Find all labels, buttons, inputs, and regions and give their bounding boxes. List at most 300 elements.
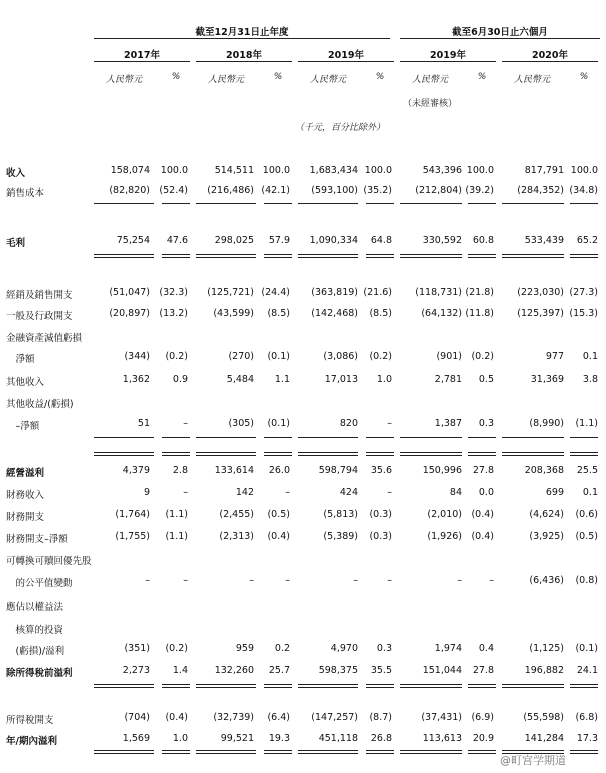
percent-cell: (0.1)	[267, 351, 290, 362]
percent-cell: 26.8	[370, 733, 392, 744]
percent-cell: (0.4)	[471, 531, 494, 542]
single-rule	[264, 437, 292, 438]
percent-cell: (6.4)	[267, 712, 290, 723]
single-rule	[366, 203, 394, 204]
amount-cell: 158,074	[110, 165, 150, 176]
amount-cell: (1,926)	[427, 531, 462, 542]
double-rule	[366, 254, 394, 258]
table-row	[0, 622, 606, 636]
table-row	[0, 235, 606, 249]
amount-cell: (64,132)	[421, 308, 462, 319]
amount-cell: (593,100)	[311, 185, 358, 196]
percent-cell: 0.0	[478, 487, 494, 498]
percent-cell: (6.8)	[575, 712, 598, 723]
amount-cell: 1,090,334	[309, 235, 358, 246]
double-rule	[400, 452, 462, 456]
row-label: (虧損)/溢利	[6, 646, 65, 657]
percent-cell: 0.1	[582, 487, 598, 498]
amount-cell: 598,375	[318, 665, 358, 676]
unit-percent: %	[375, 72, 385, 82]
amount-cell: 959	[235, 643, 254, 654]
double-rule	[298, 254, 358, 258]
percent-cell: 25.7	[268, 665, 290, 676]
amount-cell: (284,352)	[517, 185, 564, 196]
amount-cell: 533,439	[524, 235, 564, 246]
percent-cell: –	[285, 575, 290, 586]
single-rule	[298, 437, 358, 438]
percent-cell: 60.8	[472, 235, 494, 246]
year-rule	[94, 61, 190, 62]
amount-cell: 17,013	[324, 374, 358, 385]
amount-cell: (51,047)	[109, 287, 150, 298]
row-label: 收入	[6, 168, 26, 179]
table-row	[0, 553, 606, 567]
amount-cell: 514,511	[214, 165, 254, 176]
double-rule	[570, 684, 598, 688]
percent-cell: (0.2)	[165, 643, 188, 654]
amount-cell: 51	[137, 418, 150, 429]
amount-cell: (901)	[436, 351, 462, 362]
amount-cell: 820	[339, 418, 358, 429]
percent-cell: (0.1)	[575, 643, 598, 654]
amount-cell: (82,820)	[109, 185, 150, 196]
table-row	[0, 712, 606, 726]
percent-cell: –	[387, 575, 392, 586]
single-rule	[264, 203, 292, 204]
year-rule	[400, 61, 496, 62]
amount-cell: (2,010)	[427, 509, 462, 520]
row-label: 其他收入	[6, 377, 45, 388]
row-label: 可轉換可贖回優先股	[6, 556, 92, 567]
table-row	[0, 330, 606, 344]
double-rule	[366, 452, 394, 456]
amount-cell: 4,970	[330, 643, 358, 654]
percent-cell: (11.8)	[465, 308, 494, 319]
amount-cell: 113,613	[422, 733, 462, 744]
percent-cell: 57.9	[268, 235, 290, 246]
row-label: 經營溢利	[6, 468, 45, 479]
single-rule	[94, 203, 154, 204]
single-rule	[162, 203, 190, 204]
amount-cell: 133,614	[214, 465, 254, 476]
percent-cell: (13.2)	[159, 308, 188, 319]
double-rule	[570, 254, 598, 258]
table-row	[0, 287, 606, 301]
percent-cell: 20.9	[472, 733, 494, 744]
amount-cell: 141,284	[524, 733, 564, 744]
amount-cell: 31,369	[530, 374, 564, 385]
row-label: 一般及行政開支	[6, 311, 73, 322]
amount-cell: (3,925)	[529, 531, 564, 542]
unit-rmb: 人民幣元	[207, 75, 244, 85]
percent-cell: (0.2)	[471, 351, 494, 362]
percent-cell: (0.5)	[267, 509, 290, 520]
year-header: 2019年	[430, 50, 466, 61]
amount-cell: (6,436)	[529, 575, 564, 586]
row-label: 應佔以權益法	[6, 602, 64, 613]
single-rule	[468, 203, 496, 204]
amount-cell: (147,257)	[311, 712, 358, 723]
amount-cell: (5,813)	[323, 509, 358, 520]
percent-cell: 0.2	[274, 643, 290, 654]
amount-cell: (305)	[228, 418, 254, 429]
double-rule	[94, 452, 154, 456]
double-rule	[94, 684, 154, 688]
amount-cell: (2,313)	[219, 531, 254, 542]
table-row	[0, 643, 606, 657]
percent-cell: –	[285, 487, 290, 498]
percent-cell: (35.2)	[363, 185, 392, 196]
year-header: 2019年	[328, 50, 364, 61]
amount-cell: (216,486)	[207, 185, 254, 196]
header-rule	[94, 38, 390, 39]
amount-cell: 142	[235, 487, 254, 498]
single-rule	[502, 203, 564, 204]
percent-cell: 100.0	[364, 165, 392, 176]
double-rule	[468, 452, 496, 456]
percent-cell: 1.0	[172, 733, 188, 744]
percent-cell: (15.3)	[569, 308, 598, 319]
double-rule	[264, 684, 292, 688]
percent-cell: 35.5	[370, 665, 392, 676]
percent-cell: 17.3	[576, 733, 598, 744]
double-rule	[502, 452, 564, 456]
percent-cell: (42.1)	[261, 185, 290, 196]
row-label: –淨額	[6, 421, 40, 432]
amount-cell: (142,468)	[311, 308, 358, 319]
row-label: 核算的投資	[6, 625, 64, 636]
row-label: 淨額	[6, 354, 35, 365]
single-rule	[570, 203, 598, 204]
percent-cell: 0.4	[478, 643, 494, 654]
percent-cell: (21.8)	[465, 287, 494, 298]
percent-cell: (21.6)	[363, 287, 392, 298]
unit-percent: %	[171, 72, 181, 82]
amount-cell: –	[353, 575, 358, 586]
amount-cell: (37,431)	[421, 712, 462, 723]
double-rule	[264, 750, 292, 754]
table-row	[0, 308, 606, 322]
percent-cell: (1.1)	[165, 531, 188, 542]
single-rule	[196, 203, 256, 204]
percent-cell: (0.5)	[575, 531, 598, 542]
double-rule	[570, 750, 598, 754]
double-rule	[570, 452, 598, 456]
year-rule	[196, 61, 292, 62]
amount-cell: (55,598)	[523, 712, 564, 723]
double-rule	[400, 254, 462, 258]
single-rule	[196, 437, 256, 438]
amount-cell: (212,804)	[415, 185, 462, 196]
amount-cell: (2,455)	[219, 509, 254, 520]
amount-cell: 2,273	[122, 665, 150, 676]
double-rule	[400, 750, 462, 754]
amount-cell: 598,794	[318, 465, 358, 476]
amount-cell: (3,086)	[323, 351, 358, 362]
double-rule	[196, 684, 256, 688]
single-rule	[400, 437, 462, 438]
amount-cell: 9	[143, 487, 150, 498]
row-label: 的公平值變動	[6, 578, 73, 589]
percent-cell: (0.4)	[267, 531, 290, 542]
amount-cell: 2,781	[434, 374, 462, 385]
amount-cell: (20,897)	[109, 308, 150, 319]
single-rule	[400, 203, 462, 204]
amount-cell: –	[145, 575, 150, 586]
percent-cell: 1.0	[376, 374, 392, 385]
percent-cell: (27.3)	[569, 287, 598, 298]
year-header: 2017年	[124, 50, 160, 61]
percent-cell: (1.1)	[575, 418, 598, 429]
amount-cell: 1,974	[434, 643, 462, 654]
amount-cell: 5,484	[226, 374, 254, 385]
percent-cell: 0.5	[478, 374, 494, 385]
amount-cell: (1,764)	[115, 509, 150, 520]
header-rule	[400, 38, 600, 39]
amount-cell: 84	[449, 487, 462, 498]
table-row	[0, 509, 606, 523]
percent-cell: –	[489, 575, 494, 586]
amount-cell: 424	[339, 487, 358, 498]
percent-cell: 2.8	[172, 465, 188, 476]
percent-cell: 64.8	[370, 235, 392, 246]
amount-cell: 298,025	[214, 235, 254, 246]
percent-cell: (0.3)	[369, 531, 392, 542]
double-rule	[196, 750, 256, 754]
percent-cell: (0.2)	[165, 351, 188, 362]
amount-cell: 1,362	[122, 374, 150, 385]
table-row	[0, 465, 606, 479]
amount-cell: (363,819)	[311, 287, 358, 298]
amount-cell: (32,739)	[213, 712, 254, 723]
row-label: 所得稅開支	[6, 715, 54, 726]
double-rule	[400, 684, 462, 688]
amount-cell: 1,683,434	[309, 165, 358, 176]
amount-cell: 1,387	[434, 418, 462, 429]
percent-cell: 0.1	[582, 351, 598, 362]
amount-cell: 451,118	[318, 733, 358, 744]
amount-cell: 699	[545, 487, 564, 498]
double-rule	[94, 750, 154, 754]
percent-cell: (32.3)	[159, 287, 188, 298]
double-rule	[162, 750, 190, 754]
percent-cell: 0.9	[172, 374, 188, 385]
double-rule	[94, 254, 154, 258]
watermark: @町宫学期道	[500, 754, 566, 767]
row-label: 財務開支–淨額	[6, 534, 68, 545]
unit-rmb: 人民幣元	[513, 75, 550, 85]
double-rule	[298, 684, 358, 688]
amount-cell: 75,254	[116, 235, 150, 246]
table-row	[0, 733, 606, 747]
year-header: 2018年	[226, 50, 262, 61]
percent-cell: (8.7)	[369, 712, 392, 723]
percent-cell: –	[387, 418, 392, 429]
percent-cell: (6.9)	[471, 712, 494, 723]
amount-cell: (8,990)	[529, 418, 564, 429]
amount-cell: (351)	[124, 643, 150, 654]
double-rule	[162, 684, 190, 688]
amount-cell: (43,599)	[213, 308, 254, 319]
amount-cell: 151,044	[422, 665, 462, 676]
amount-cell: 99,521	[220, 733, 254, 744]
single-rule	[570, 437, 598, 438]
row-label: 年/期內溢利	[6, 736, 57, 747]
units-note: （千元，百分比除外）	[294, 123, 385, 133]
percent-cell: 1.4	[172, 665, 188, 676]
row-label: 毛利	[6, 238, 26, 249]
percent-cell: 19.3	[268, 733, 290, 744]
table-row	[0, 418, 606, 432]
amount-cell: 543,396	[422, 165, 462, 176]
table-row	[0, 185, 606, 199]
percent-cell: (0.2)	[369, 351, 392, 362]
percent-cell: (39.2)	[465, 185, 494, 196]
single-rule	[502, 437, 564, 438]
percent-cell: 0.3	[376, 643, 392, 654]
percent-cell: (0.8)	[575, 575, 598, 586]
table-row	[0, 599, 606, 613]
amount-cell: 208,368	[524, 465, 564, 476]
table-row	[0, 351, 606, 365]
amount-cell: 150,996	[422, 465, 462, 476]
percent-cell: (52.4)	[159, 185, 188, 196]
amount-cell: 4,379	[122, 465, 150, 476]
amount-cell: –	[457, 575, 462, 586]
double-rule	[196, 452, 256, 456]
double-rule	[264, 254, 292, 258]
header-group-year-ended: 截至12月31日止年度	[195, 27, 289, 38]
amount-cell: (704)	[124, 712, 150, 723]
percent-cell: (0.3)	[369, 509, 392, 520]
percent-cell: –	[183, 418, 188, 429]
percent-cell: 25.5	[576, 465, 598, 476]
percent-cell: 47.6	[166, 235, 188, 246]
year-header: 2020年	[532, 50, 568, 61]
percent-cell: 35.6	[370, 465, 392, 476]
percent-cell: –	[183, 487, 188, 498]
table-row	[0, 374, 606, 388]
single-rule	[162, 437, 190, 438]
amount-cell: 330,592	[422, 235, 462, 246]
percent-cell: –	[183, 575, 188, 586]
single-rule	[468, 437, 496, 438]
double-rule	[502, 254, 564, 258]
percent-cell: 0.3	[478, 418, 494, 429]
single-rule	[298, 203, 358, 204]
amount-cell: 196,882	[524, 665, 564, 676]
unit-percent: %	[477, 72, 487, 82]
amount-cell: (4,624)	[529, 509, 564, 520]
percent-cell: (0.4)	[471, 509, 494, 520]
percent-cell: (1.1)	[165, 509, 188, 520]
amount-cell: (125,721)	[207, 287, 254, 298]
double-rule	[366, 750, 394, 754]
percent-cell: 100.0	[466, 165, 494, 176]
amount-cell: (223,030)	[517, 287, 564, 298]
double-rule	[468, 254, 496, 258]
double-rule	[162, 254, 190, 258]
amount-cell: (344)	[124, 351, 150, 362]
row-label: 財務收入	[6, 490, 45, 501]
double-rule	[162, 452, 190, 456]
amount-cell: 817,791	[524, 165, 564, 176]
table-row	[0, 531, 606, 545]
percent-cell: 27.8	[472, 665, 494, 676]
percent-cell: (0.6)	[575, 509, 598, 520]
double-rule	[366, 684, 394, 688]
percent-cell: –	[387, 487, 392, 498]
percent-cell: 100.0	[262, 165, 290, 176]
table-row	[0, 396, 606, 410]
amount-cell: (5,389)	[323, 531, 358, 542]
double-rule	[196, 254, 256, 258]
double-rule	[468, 750, 496, 754]
percent-cell: (8.5)	[267, 308, 290, 319]
percent-cell: (24.4)	[261, 287, 290, 298]
amount-cell: 1,569	[122, 733, 150, 744]
amount-cell: 977	[545, 351, 564, 362]
amount-cell: (1,125)	[529, 643, 564, 654]
percent-cell: 100.0	[570, 165, 598, 176]
row-label: 經銷及銷售開支	[6, 290, 73, 301]
amount-cell: (1,755)	[115, 531, 150, 542]
percent-cell: 65.2	[576, 235, 598, 246]
single-rule	[94, 437, 154, 438]
table-row	[0, 575, 606, 589]
unit-rmb: 人民幣元	[105, 75, 142, 85]
percent-cell: (0.1)	[267, 418, 290, 429]
percent-cell: 27.8	[472, 465, 494, 476]
header-group-six-months: 截至6月30日止六個月	[452, 27, 548, 38]
percent-cell: 1.1	[274, 374, 290, 385]
amount-cell: –	[249, 575, 254, 586]
percent-cell: (34.8)	[569, 185, 598, 196]
percent-cell: 3.8	[582, 374, 598, 385]
row-label: 除所得稅前溢利	[6, 668, 73, 679]
percent-cell: (0.4)	[165, 712, 188, 723]
table-row	[0, 665, 606, 679]
amount-cell: (125,397)	[517, 308, 564, 319]
row-label: 銷售成本	[6, 188, 45, 199]
table-row	[0, 487, 606, 501]
percent-cell: 100.0	[160, 165, 188, 176]
unaudited-note: （未經審核）	[402, 99, 457, 109]
year-rule	[502, 61, 598, 62]
double-rule	[298, 452, 358, 456]
single-rule	[366, 437, 394, 438]
unit-rmb: 人民幣元	[309, 75, 346, 85]
double-rule	[502, 684, 564, 688]
year-rule	[298, 61, 394, 62]
percent-cell: 26.0	[268, 465, 290, 476]
row-label: 其他收益/(虧損)	[6, 399, 74, 410]
amount-cell: (270)	[228, 351, 254, 362]
percent-cell: 24.1	[576, 665, 598, 676]
percent-cell: (8.5)	[369, 308, 392, 319]
row-label: 財務開支	[6, 512, 45, 523]
row-label: 金融資產減值虧損	[6, 333, 83, 344]
double-rule	[298, 750, 358, 754]
unit-percent: %	[273, 72, 283, 82]
table-row	[0, 165, 606, 179]
amount-cell: (118,731)	[415, 287, 462, 298]
amount-cell: 132,260	[214, 665, 254, 676]
unit-percent: %	[579, 72, 589, 82]
double-rule	[468, 684, 496, 688]
unit-rmb: 人民幣元	[411, 75, 448, 85]
double-rule	[264, 452, 292, 456]
